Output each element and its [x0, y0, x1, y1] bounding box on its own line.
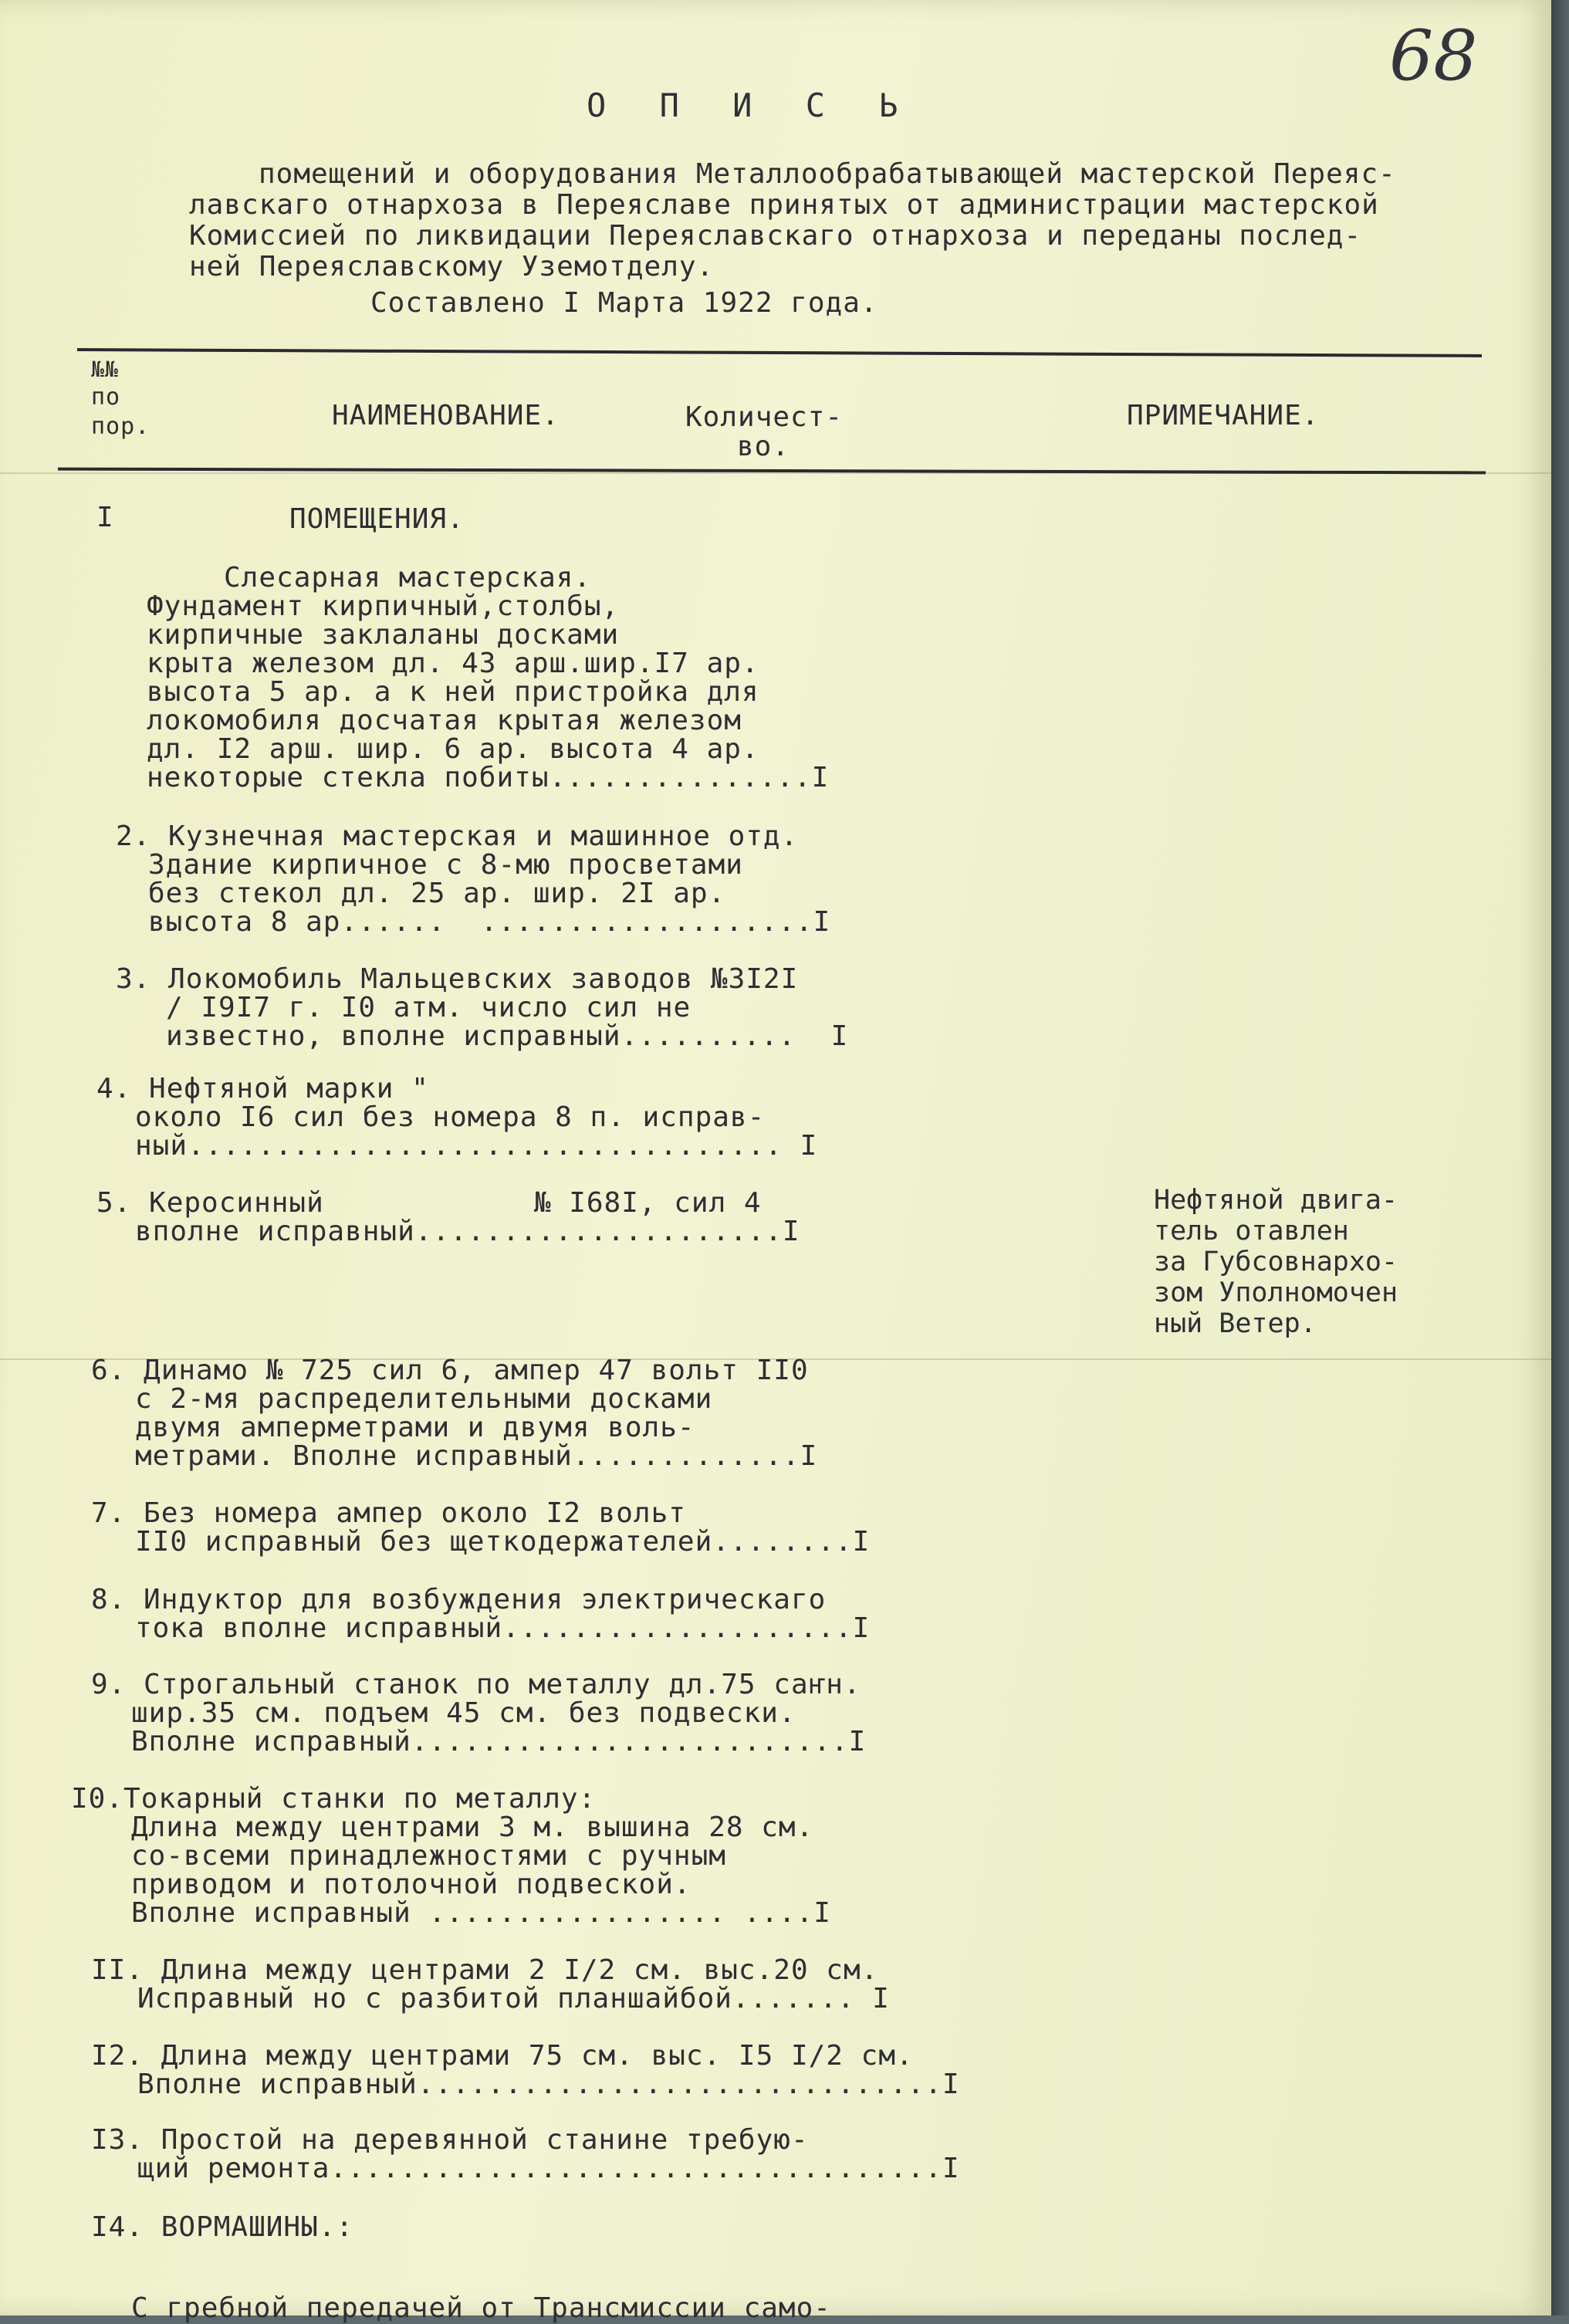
- item-line: II. Длина между центрами 2 I/2 см. выс.20 см.: [91, 1954, 879, 1986]
- item-line: дл. I2 арш. шир. 6 ар. высота 4 ар.: [147, 733, 759, 765]
- item-line: локомобиля досчатая крытая железом: [147, 705, 742, 736]
- page-number: 68: [1389, 15, 1478, 96]
- item-line: высота 8 ар...... ...................I: [148, 906, 831, 938]
- item-line: некоторые стекла побиты...............I: [147, 762, 830, 793]
- col-note-head: ПРИМЕЧАНИЕ.: [1127, 400, 1320, 431]
- compiled-date: Составлено I Марта 1922 года.: [370, 287, 878, 319]
- item-line: Слесарная мастерская.: [224, 562, 592, 594]
- intro-line: ней Переяславскому Уземотделу.: [189, 251, 715, 282]
- item-line: известно, вполне исправный.......... I: [166, 1020, 849, 1052]
- item-line: без стекол дл. 25 ар. шир. 2I ар.: [148, 878, 726, 909]
- intro-line: помещений и оборудования Металлообрабатывающей мастерской Переяс-: [259, 158, 1396, 190]
- col-qty-head: Количест-: [685, 401, 844, 433]
- col-num-head: по: [91, 384, 121, 411]
- item-line: около I6 сил без номера 8 п. исправ-: [135, 1101, 766, 1133]
- col-name-head: НАИМЕНОВАНИЕ.: [332, 400, 560, 431]
- item-line: II0 исправный без щеткодержателей........I: [135, 1526, 871, 1558]
- item-line: с 2-мя распределительными досками: [135, 1383, 713, 1415]
- note-line: тель отавлен: [1154, 1216, 1349, 1247]
- note-line: ный Ветер.: [1154, 1308, 1317, 1339]
- item-line: ный.................................. I: [135, 1130, 818, 1162]
- intro-line: лавскаго отнархоза в Переяславе принятых от администрации мастерской: [189, 189, 1379, 221]
- item-line: Исправный но с разбитой планшайбой....... I: [137, 1983, 890, 2014]
- item-line: Фундамент кирпичный,столбы,: [147, 590, 620, 622]
- item-line: I3. Простой на деревянной станине требую-: [91, 2124, 809, 2156]
- item-line: 2. Кузнечная мастерская и машинное отд.: [116, 820, 799, 852]
- item-line: метрами. Вполне исправный.............I: [135, 1440, 818, 1472]
- item-line: С гребной передачей от Трансмиссии само-: [131, 2292, 831, 2324]
- item-line: I2. Длина между центрами 75 см. выс. I5 I/2 см.: [91, 2040, 914, 2072]
- item-line: тока вполне исправный....................I: [135, 1612, 871, 1644]
- col-num-head: №№: [91, 357, 119, 382]
- item-line: высота 5 ар. а к ней пристройка для: [147, 676, 759, 708]
- item-line: I4. ВОРМАШИНЫ.:: [91, 2211, 354, 2243]
- item-line: Вполне исправный..............................I: [137, 2069, 960, 2100]
- col-num-head: пор.: [91, 413, 150, 440]
- item-line: 3. Локомобиль Мальцевских заводов №3I2I: [116, 963, 799, 995]
- item-line: крыта железом дл. 43 арш.шир.I7 ар.: [147, 648, 759, 679]
- item-line: вполне исправный.....................I: [135, 1216, 800, 1247]
- document-title: О П И С Ь: [587, 86, 915, 124]
- section-title: ПОМЕЩЕНИЯ.: [289, 503, 465, 535]
- col-qty-head: во.: [737, 431, 790, 462]
- item-line: 8. Индуктор для возбуждения электрическаго: [91, 1584, 827, 1615]
- item-line: приводом и потолочной подвеской.: [131, 1869, 692, 1900]
- item-line: 4. Нефтяной марки ": [96, 1073, 429, 1104]
- item-line: / I9I7 г. I0 атм. число сил не: [166, 992, 692, 1023]
- item-line: 7. Без номера ампер около I2 вольт: [91, 1497, 686, 1529]
- item-line: Длина между центрами 3 м. вышина 28 см.: [131, 1812, 814, 1843]
- item-line: двумя амперметрами и двумя воль-: [135, 1412, 695, 1443]
- item-line: со-всеми принадлежностями с ручным: [131, 1840, 726, 1872]
- item-line: кирпичные заклаланы досками: [147, 619, 620, 651]
- section-number: I: [96, 502, 114, 533]
- item-line: 5. Керосинный № I68I, сил 4: [96, 1187, 762, 1219]
- item-line: Вполне исправный ................. ....I: [131, 1897, 831, 1929]
- item-line: 9. Строгальный станок по металлу дл.75 саҥн.: [91, 1669, 861, 1700]
- item-line: щий ремонта...................................I: [137, 2153, 960, 2184]
- note-line: за Губсовнархо-: [1154, 1247, 1398, 1277]
- item-line: шир.35 см. подъем 45 см. без подвески.: [131, 1697, 796, 1729]
- item-line: I0.Токарный станки по металлу:: [71, 1783, 597, 1815]
- item-line: Здание кирпичное с 8-мю просветами: [148, 849, 743, 881]
- item-line: Вполне исправный.........................I: [131, 1726, 867, 1757]
- note-line: зом Уполномочен: [1154, 1277, 1398, 1308]
- note-line: Нефтяной двига-: [1154, 1185, 1398, 1216]
- intro-line: Комиссией по ликвидации Переяславскаго отнархоза и переданы послед-: [189, 220, 1362, 252]
- item-line: 6. Динамо № 725 сил 6, ампер 47 вольт II0: [91, 1355, 809, 1386]
- note-block: [1154, 1185, 1398, 1339]
- scan-background-edge: [1551, 0, 1569, 2316]
